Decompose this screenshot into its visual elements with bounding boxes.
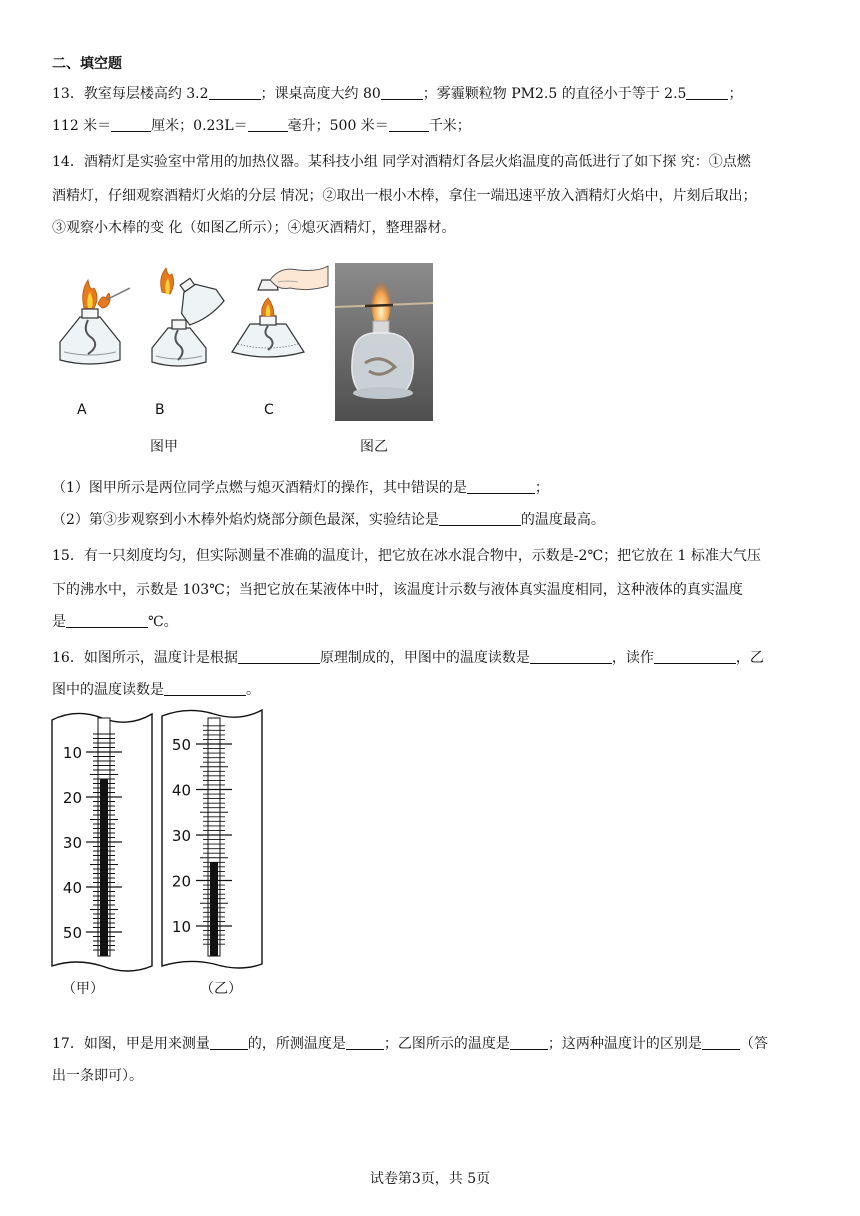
question-15-line-3 bbox=[52, 612, 178, 632]
q17-text-d: ；这两种温度计的区别是 bbox=[547, 1036, 702, 1052]
answer-blank[interactable] bbox=[467, 479, 535, 494]
q13-text-e: 112 米＝ bbox=[52, 118, 112, 134]
answer-blank[interactable] bbox=[238, 649, 320, 664]
q14-sub2-text: （2）第③步观察到小木棒外焰灼烧部分颜色最深，实验结论是 bbox=[52, 512, 439, 528]
q17-text-b: 的，所测温度是 bbox=[247, 1036, 346, 1052]
q13-text-g: 毫升；500 米＝ bbox=[287, 118, 389, 134]
question-16-line-1 bbox=[52, 648, 764, 668]
section-title: 二、填空题 bbox=[52, 56, 122, 72]
q14-sub2-end: 的温度最高。 bbox=[520, 512, 605, 528]
yi-tick-label: 40 bbox=[171, 781, 191, 800]
question-14-sub-1 bbox=[52, 478, 549, 498]
jia-tick-label: 50 bbox=[62, 924, 82, 942]
yi-liquid-column bbox=[210, 862, 218, 956]
figure-label-c: C bbox=[264, 402, 274, 418]
q13-text-b: ；课桌高度大约 80 bbox=[260, 86, 381, 102]
question-13-line-1 bbox=[52, 84, 742, 104]
q16-text-b: 原理制成的，甲图中的温度读数是 bbox=[319, 650, 530, 666]
question-16-line-2 bbox=[52, 680, 260, 700]
q16-text-f: 。 bbox=[246, 682, 260, 698]
q16-text-e: 图中的温度读数是 bbox=[52, 682, 164, 698]
lamp-b-drawing bbox=[152, 268, 226, 366]
q13-text-f: 厘米；0.23L＝ bbox=[151, 118, 248, 134]
figure-caption-yi: 图乙 bbox=[360, 439, 388, 455]
q17-text-e: （答 bbox=[739, 1036, 768, 1052]
jia-tick-label: 30 bbox=[62, 834, 82, 852]
answer-blank[interactable] bbox=[510, 1035, 548, 1050]
question-14-line-3: ③观察小木棒的变 化（如图乙所示）；④熄灭酒精灯，整理器材。 bbox=[52, 220, 456, 236]
answer-blank[interactable] bbox=[248, 117, 288, 132]
question-17-line-2: 出一条即可）。 bbox=[52, 1068, 143, 1084]
figure-yi-photo bbox=[335, 263, 433, 421]
q13-text-h: 千米； bbox=[428, 118, 471, 134]
q17-text-c: ；乙图所示的温度是 bbox=[383, 1036, 510, 1052]
answer-blank[interactable] bbox=[389, 117, 429, 132]
answer-blank[interactable] bbox=[530, 649, 612, 664]
answer-blank[interactable] bbox=[686, 85, 728, 100]
question-14-line-1: 14．酒精灯是实验室中常用的加热仪器。某科技小组 同学对酒精灯各层火焰温度的高低进行了如下探 究：①点燃 bbox=[52, 154, 751, 170]
answer-blank[interactable] bbox=[164, 681, 246, 696]
answer-blank[interactable] bbox=[702, 1035, 740, 1050]
answer-blank[interactable] bbox=[111, 117, 151, 132]
question-17-line-1 bbox=[52, 1034, 768, 1054]
q17-text-a: 17．如图，甲是用来测量 bbox=[52, 1036, 210, 1052]
answer-blank[interactable] bbox=[66, 613, 148, 628]
yi-tick-label: 50 bbox=[171, 736, 191, 754]
jia-tick-label: 20 bbox=[62, 789, 82, 807]
figure-label-b: B bbox=[155, 402, 165, 418]
question-13-line-2 bbox=[52, 116, 471, 136]
yi-tick-label: 30 bbox=[171, 827, 191, 845]
q16-text-d: ，乙 bbox=[735, 650, 764, 666]
lamp-a-drawing bbox=[60, 280, 130, 364]
lamp-c-drawing bbox=[232, 266, 328, 357]
q16-text-c: ，读作 bbox=[611, 650, 654, 666]
question-14-line-2: 酒精灯，仔细观察酒精灯火焰的分层 情况；②取出一根小木棒，拿住一端迅速平放入酒精灯火焰中，片刻后取出； bbox=[52, 188, 757, 204]
figure-label-a: A bbox=[77, 402, 87, 418]
answer-blank[interactable] bbox=[346, 1035, 384, 1050]
question-15-line-2: 下的沸水中，示数是 103℃；当把它放在某液体中时，该温度计示数与液体真实温度相同，这种液体的真实温度 bbox=[52, 582, 743, 598]
question-14-sub-2 bbox=[52, 510, 605, 530]
answer-blank[interactable] bbox=[439, 511, 521, 526]
figure-caption-jia: 图甲 bbox=[150, 439, 178, 455]
q13-text-d: ； bbox=[728, 86, 743, 102]
answer-blank[interactable] bbox=[654, 649, 736, 664]
figure-jia-lamps bbox=[50, 262, 340, 402]
answer-blank[interactable] bbox=[209, 85, 261, 100]
jia-liquid-column bbox=[100, 779, 108, 956]
page-footer: 试卷第3页，共 5页 bbox=[369, 1171, 491, 1187]
answer-blank[interactable] bbox=[381, 85, 423, 100]
q13-text-c: ；雾霾颗粒物 PM2.5 的直径小于等于 2.5 bbox=[422, 86, 687, 102]
thermometer-figures bbox=[48, 704, 270, 1004]
yi-tick-label: 20 bbox=[171, 872, 191, 891]
q14-sub1-end: ； bbox=[534, 480, 549, 496]
jia-tick-label: 10 bbox=[62, 744, 82, 762]
q14-sub1-text: （1）图甲所示是两位同学点燃与熄灭酒精灯的操作，其中错误的是 bbox=[52, 480, 467, 496]
question-15-line-1: 15．有一只刻度均匀，但实际测量不准确的温度计，把它放在冰水混合物中，示数是-2℃；把它放在 1 标准大气压 bbox=[52, 548, 761, 564]
thermometer-jia-label: （甲） bbox=[62, 981, 104, 997]
q16-text-a: 16．如图所示，温度计是根据 bbox=[52, 650, 238, 666]
answer-blank[interactable] bbox=[210, 1035, 248, 1050]
q13-text-a: 13．教室每层楼高约 3.2 bbox=[52, 86, 209, 102]
yi-tick-label: 10 bbox=[171, 918, 191, 936]
jia-tick-label: 40 bbox=[62, 879, 82, 897]
q15-text-a: 是 bbox=[52, 614, 66, 630]
thermometer-yi-label: （乙） bbox=[200, 981, 242, 997]
q15-text-b: ℃。 bbox=[148, 614, 178, 630]
